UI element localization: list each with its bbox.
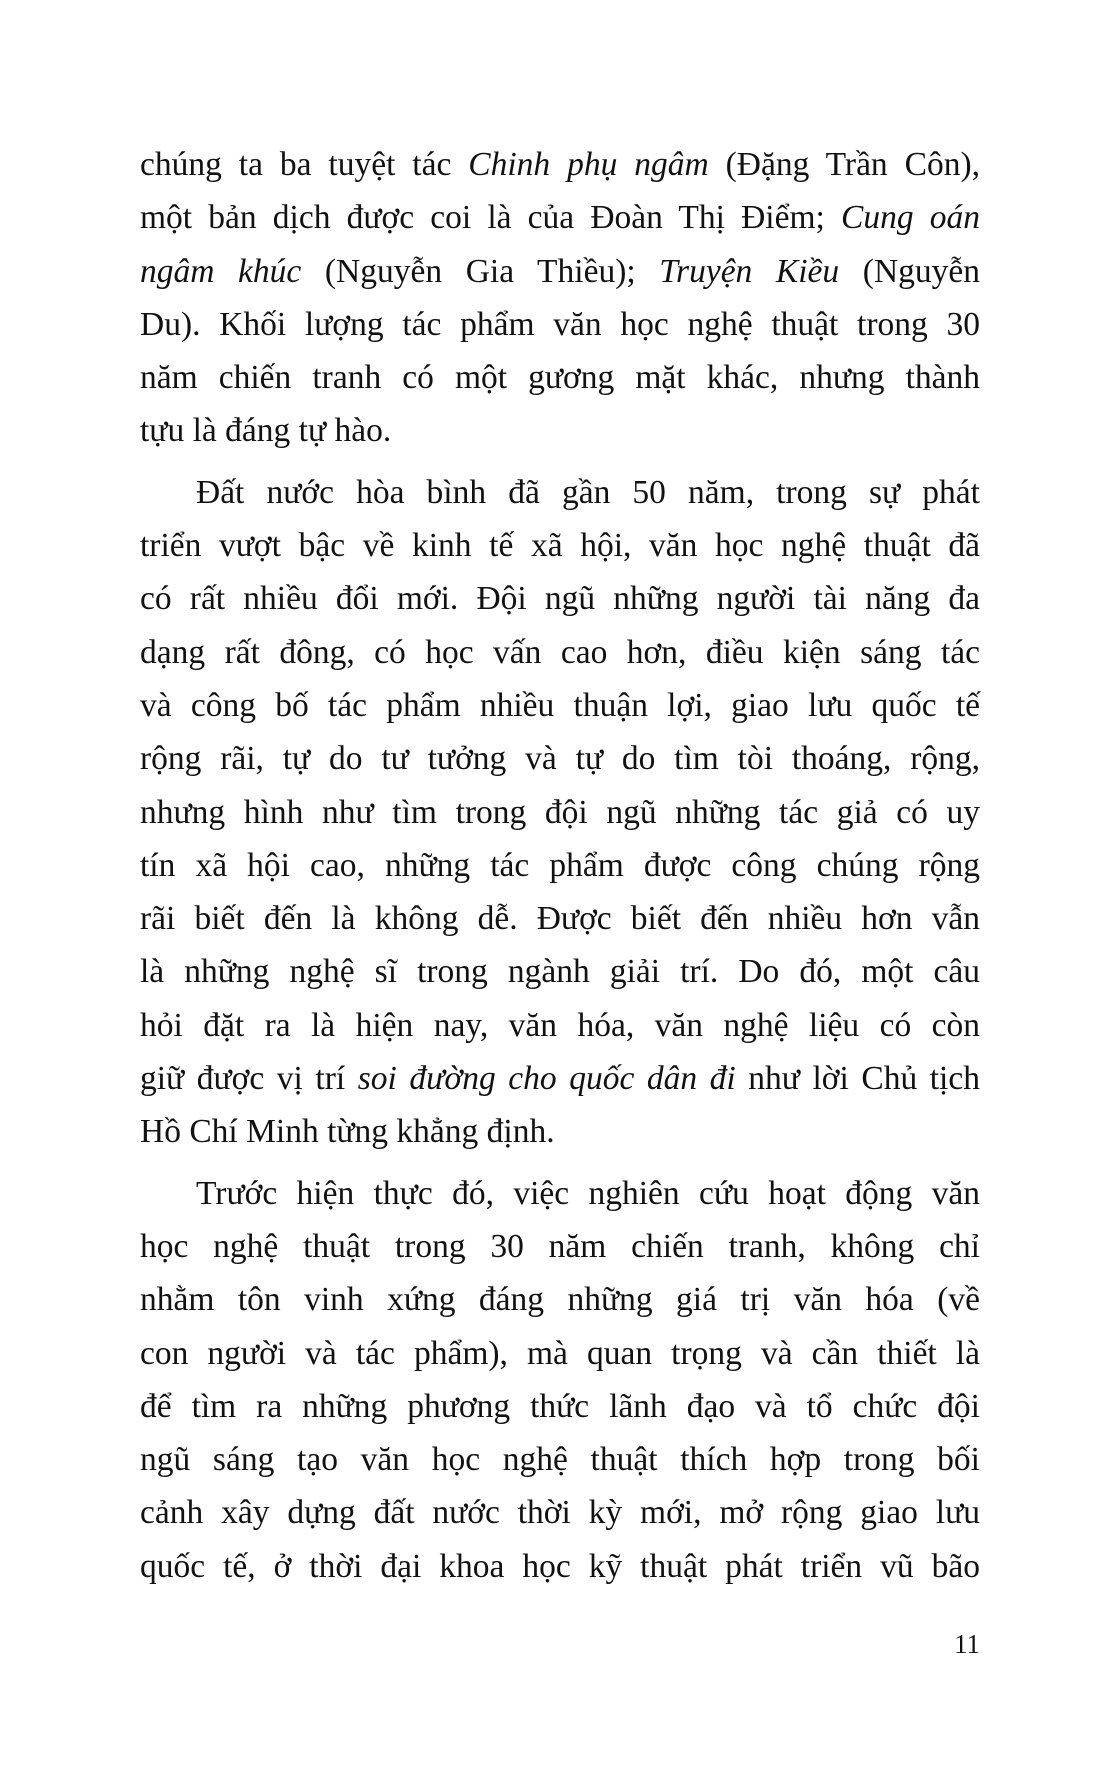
text-run: rãi biết đến là không dễ. Được biết đến nhiều hơn vẫn (140, 900, 980, 938)
text-run: Du). Khối lượng tác phẩm văn học nghệ thuật trong 30 (140, 305, 980, 343)
text-run: rộng rãi, tự do tư tưởng và tự do tìm tòi thoáng, rộng, (140, 740, 980, 778)
body-text (140, 138, 980, 1601)
text-run: (Đặng Trần Côn), (708, 146, 980, 183)
text-line (140, 1105, 980, 1158)
text-run: (Nguyễn (839, 252, 981, 290)
page-number: 11 (954, 1629, 980, 1659)
text-line (140, 351, 980, 404)
text-line (140, 1273, 980, 1326)
text-run: Hồ Chí Minh từng khẳng định. (140, 1113, 555, 1151)
text-line (140, 519, 980, 572)
text-run: (Nguyễn Gia Thiều); (301, 252, 660, 290)
text-line (140, 1220, 980, 1273)
italic-title-text: soi đường cho quốc dân đi (357, 1060, 736, 1098)
text-run: triển vượt bậc về kinh tế xã hội, văn học nghệ thuật đã (140, 527, 980, 565)
text-run: và công bố tác phẩm nhiều thuận lợi, giao lưu quốc tế (140, 686, 980, 724)
text-line (140, 1433, 980, 1486)
text-run: ngũ sáng tạo văn học nghệ thuật thích hợp trong bối (140, 1441, 980, 1479)
paragraph (140, 138, 980, 458)
text-line (140, 679, 980, 732)
text-run: tín xã hội cao, những tác phẩm được công chúng rộng (140, 846, 980, 884)
text-line (140, 839, 980, 892)
text-line (140, 1380, 980, 1433)
text-run: Trước hiện thực đó, việc nghiên cứu hoạt động văn (196, 1174, 980, 1212)
text-run: một bản dịch được coi là của Đoàn Thị Điểm; (140, 199, 841, 237)
text-run: Đất nước hòa bình đã gần 50 năm, trong sự phát (196, 473, 980, 511)
text-run: cảnh xây dựng đất nước thời kỳ mới, mở rộng giao lưu (140, 1494, 980, 1532)
text-line (140, 1540, 980, 1593)
text-run: quốc tế, ở thời đại khoa học kỹ thuật phát triển vũ bão (140, 1547, 980, 1585)
text-run: học nghệ thuật trong 30 năm chiến tranh, không chỉ (140, 1227, 980, 1265)
text-line (140, 626, 980, 679)
text-line (140, 999, 980, 1052)
text-line (140, 298, 980, 351)
text-run: nhằm tôn vinh xứng đáng những giá trị văn hóa (về (140, 1281, 980, 1319)
text-line (140, 732, 980, 785)
paragraph (140, 1167, 980, 1593)
text-line (140, 572, 980, 625)
text-line (140, 892, 980, 945)
italic-title-text: Chinh phụ ngâm (468, 146, 709, 183)
text-line (140, 1327, 980, 1380)
text-run: tựu là đáng tự hào. (140, 412, 392, 450)
italic-title-text: Truyện Kiều (659, 252, 840, 290)
text-line (140, 1167, 980, 1220)
text-line (140, 404, 980, 457)
text-line (140, 466, 980, 519)
text-run: năm chiến tranh có một gương mặt khác, nhưng thành (140, 359, 980, 397)
text-run: như lời Chủ tịch (735, 1060, 980, 1098)
text-run: nhưng hình như tìm trong đội ngũ những tác giả có uy (140, 793, 980, 831)
italic-title-text: Cung oán (841, 199, 980, 237)
text-line (140, 1052, 980, 1105)
paragraph (140, 466, 980, 1159)
text-run: con người và tác phẩm), mà quan trọng và cần thiết là (140, 1334, 980, 1372)
text-run: giữ được vị trí (140, 1060, 358, 1098)
text-line (140, 945, 980, 998)
text-run: là những nghệ sĩ trong ngành giải trí. Do đó, một câu (140, 953, 980, 991)
text-run: chúng ta ba tuyệt tác (140, 146, 469, 183)
text-line (140, 1486, 980, 1539)
text-line (140, 138, 980, 191)
text-line (140, 191, 980, 244)
italic-title-text: ngâm khúc (140, 252, 302, 290)
text-run: có rất nhiều đổi mới. Đội ngũ những người tài năng đa (140, 580, 980, 618)
text-run: dạng rất đông, có học vấn cao hơn, điều kiện sáng tác (140, 633, 980, 671)
text-line (140, 786, 980, 839)
text-run: để tìm ra những phương thức lãnh đạo và tổ chức đội (140, 1387, 980, 1425)
text-line (140, 245, 980, 298)
text-run: hỏi đặt ra là hiện nay, văn hóa, văn nghệ liệu có còn (140, 1006, 980, 1044)
